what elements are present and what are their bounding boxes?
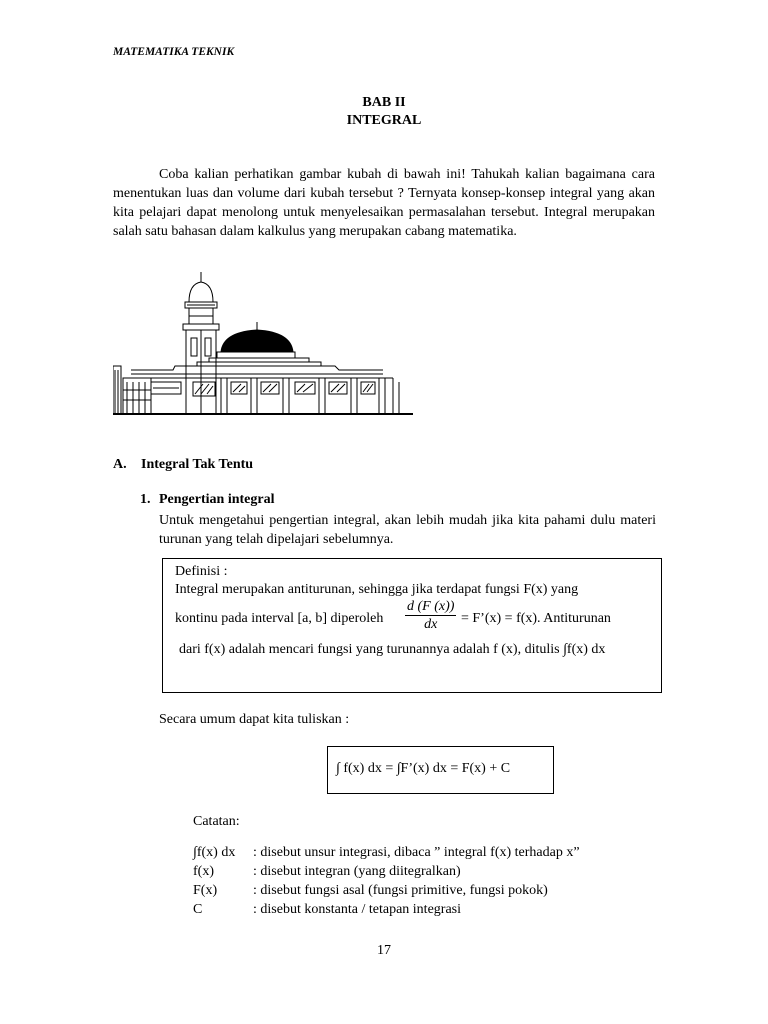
intro-text: Coba kalian perhatikan gambar kubah di bawah ini! Tahukah kalian bagaimana cara menentukan luas dan volume dari kubah tersebut ? Ternyata konsep-konsep integral yang akan kita pelajari dapat menolong untuk menyelesaikan permasalahan tersebut. Integral merupakan salah satu bahasan dalam kalkulus yang merupakan cabang matematika. [113,167,655,239]
notes-title: Catatan: [193,814,240,829]
chapter-number: BAB II [362,95,406,110]
note-term: C [193,902,203,917]
definition-label: Definisi : [175,564,228,579]
fraction-denominator: dx [424,617,438,632]
running-header: MATEMATIKA TEKNIK [113,46,235,58]
definition-line-2-pre: kontinu pada interval [a, b] diperoleh [175,611,384,626]
section-a-title: Integral Tak Tentu [141,457,254,472]
note-desc: : disebut fungsi asal (fungsi primitive, fungsi pokok) [253,883,548,898]
subsection-1-heading [140,492,274,508]
general-statement: Secara umum dapat kita tuliskan : [159,712,350,727]
section-a-heading [113,457,253,473]
note-row [193,862,580,881]
note-term: F(x) [193,883,218,898]
derivative-fraction [405,599,456,634]
mosque-dome-illustration [113,270,413,418]
fraction-numerator: d (F (x)) [407,599,455,614]
note-row [193,881,580,900]
notes-list [193,843,580,919]
definition-box [162,558,662,693]
definition-line-1: Integral merupakan antiturunan, sehingga jika terdapat fungsi F(x) yang [175,582,579,597]
subsection-1-title: Pengertian integral [159,492,275,507]
note-desc: : disebut integran (yang diitegralkan) [253,864,461,879]
definition-line-2-post: = F’(x) = f(x). Antiturunan [461,611,611,626]
definition-line-3: dari f(x) adalah mencari fungsi yang turunannya adalah f (x), ditulis ∫f(x) dx [179,642,606,657]
integral-formula: ∫ f(x) dx = ∫F’(x) dx = F(x) + C [336,761,511,776]
note-desc: : disebut unsur integrasi, dibaca ” integral f(x) terhadap x” [253,845,580,860]
subsection-1-number: 1. [140,492,151,507]
chapter-title: INTEGRAL [346,113,422,128]
formula-box [327,746,554,794]
note-desc: : disebut konstanta / tetapan integrasi [253,902,462,917]
note-row [193,900,580,919]
note-term: f(x) [193,864,214,879]
subsection-paragraph: Untuk mengetahui pengertian integral, akan lebih mudah jika kita pahami dulu materi turunan yang telah dipelajari sebelumnya. [159,513,656,547]
intro-paragraph [113,165,655,241]
page-number: 17 [377,943,391,958]
section-a-number: A. [113,457,127,472]
note-row [193,843,580,862]
note-term: ∫f(x) dx [193,845,236,860]
